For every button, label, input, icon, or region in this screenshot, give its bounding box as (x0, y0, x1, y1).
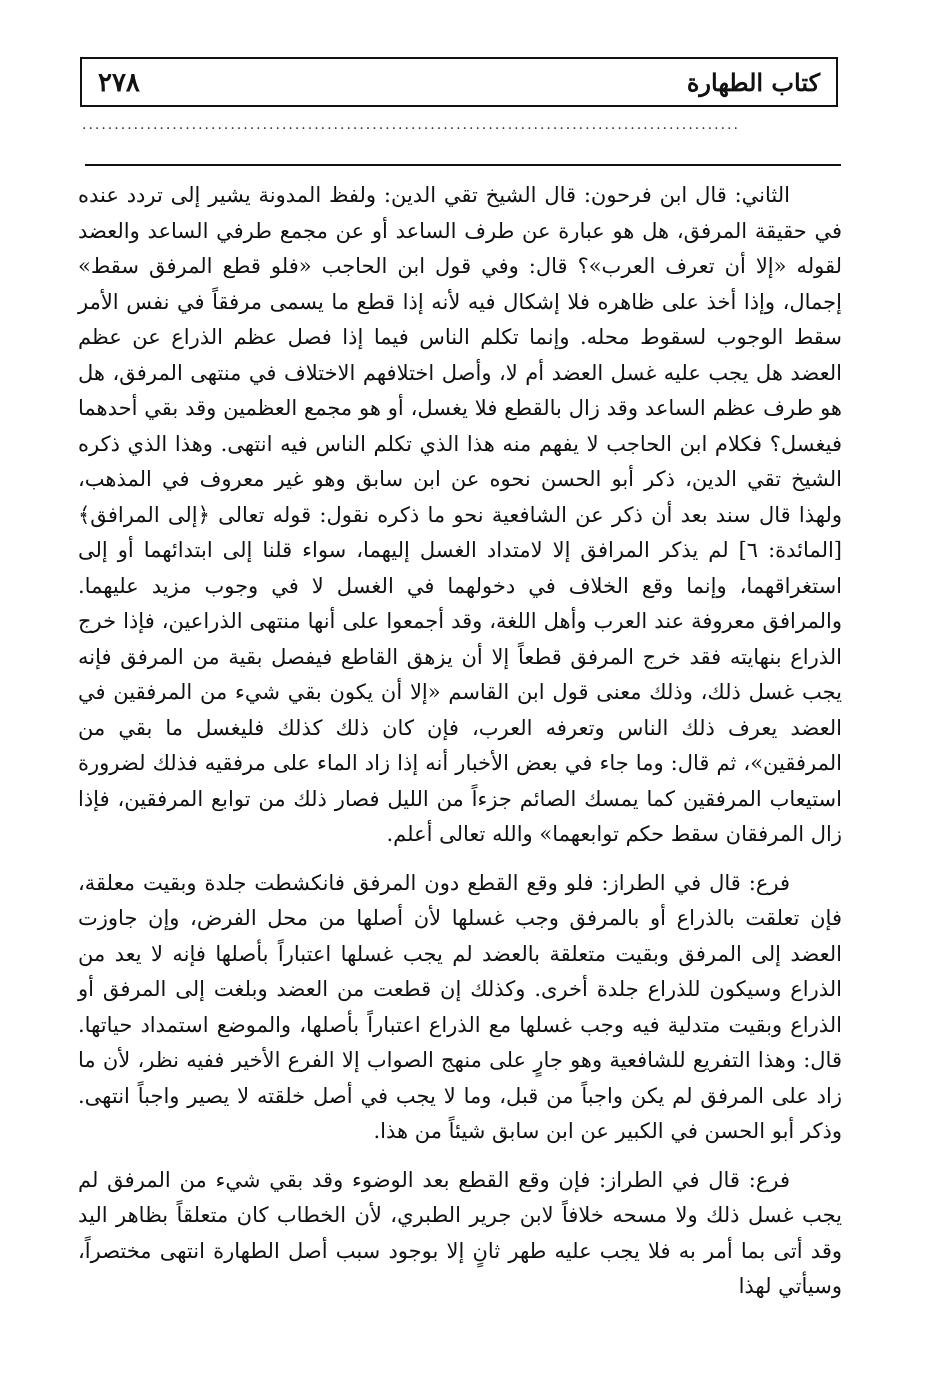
page-header (80, 57, 838, 107)
page-body (78, 178, 842, 1305)
page-number: ٢٧٨ (98, 68, 140, 98)
paragraph-2: فرع: قال في الطراز: فلو وقع القطع دون المرفق فانكشطت جلدة وبقيت معلقة، فإن تعلقت بالذراع أو بالمرفق وجب غسلها لأن أصلها من محل الفرض، وإن جاوزت العضد إلى المرفق وبقيت متعلقة بالعضد لم يجب غسلها اعتباراً بأصلها فإنه لا يعد من الذراع وسيكون للذراع جلدة أخرى. وكذلك إن قطعت من العضد وبلغت إلى المرفق أو الذراع وبقيت متدلية فيه وجب غسلها مع الذراع اعتباراً بأصلها، والموضع استمداد حياتها. قال: وهذا التفريع للشافعية وهو جارٍ على منهج الصواب إلا الفرع الأخير ففيه نظر، لأن ما زاد على المرفق لم يكن واجباً من قبل، وما لا يجب في أصل خلقته لا يصير واجباً انتهى. وذكر أبو الحسن في الكبير عن ابن سابق شيئاً من هذا. (78, 870, 842, 1143)
header-rule (85, 164, 841, 166)
paragraph-1: الثاني: قال ابن فرحون: قال الشيخ تقي الدين: ولفظ المدونة يشير إلى تردد عنده في حقيقة المرفق، هل هو عبارة عن طرف الساعد أو عن مجمع طرفي الساعد والعضد لقوله «إلا أن تعرف العرب»؟ قال: وفي قول ابن الحاجب «فلو قطع المرفق سقط» إجمال، وإذا أخذ على ظاهره فلا إشكال فيه لأنه إذا قطع ما يسمى مرفقاً في نفس الأمر سقط الوجوب لسقوط محله. وإنما تكلم الناس فيما إذا فصل عظم الذراع عن عظم العضد هل يجب عليه غسل العضد أم لا، وأصل اختلافهم الاختلاف في منتهى المرفق، هل هو طرف عظم الساعد وقد زال بالقطع فلا يغسل، أو هو مجمع العظمين وقد بقي أحدهما فيغسل؟ فكلام ابن الحاجب لا يفهم منه هذا الذي تكلم الناس فيه انتهى. وهذا الذي ذكره الشيخ تقي الدين، ذكر أبو الحسن نحوه عن ابن سابق وهو غير معروف في المذهب، ولهذا قال سند بعد أن ذكر عن الشافعية نحو ما ذكره نقول: قوله تعالى ﴿إلى المرافق﴾ [المائدة: ٦] لم يذكر المرافق إلا لامتداد الغسل إليهما، سواء قلنا إلى ابتدائهما أو إلى استغراقهما، وإنما وقع الخلاف في دخولهما في الغسل لا في وجوب مزيد عليهما. والمرافق معروفة عند العرب وأهل اللغة، وقد أجمعوا على أنها منتهى الذراعين، فإذا خرج الذراع بنهايته فقد خرج المرفق قطعاً إلا أن يزهق القاطع فيفصل بقية من المرفق فإنه يجب غسل ذلك، وذلك معنى قول ابن القاسم «إلا أن يكون بقي شيء من المرفقين في العضد يعرف ذلك الناس وتعرفه العرب، فإن كان ذلك كذلك فليغسل ما بقي من المرفقين»، ثم قال: وما جاء في بعض الأخبار أنه إذا زاد الماء على مرفقيه فذلك لضرورة استيعاب المرفقين كما يمسك الصائم جزءاً من الليل فصار ذلك من توابع المرفقين، فإذا زال المرفقان سقط حكم توابعهما» والله تعالى أعلم. (78, 183, 842, 846)
paragraph-3: فرع: قال في الطراز: فإن وقع القطع بعد الوضوء وقد بقي شيء من المرفق لم يجب غسل ذلك ولا مسحه خلافاً لابن جرير الطبري، لأن الخطاب كان متعلقاً بظاهر اليد وقد أتى بما أمر به فلا يجب عليه طهر ثانٍ إلا بوجود سبب أصل الطهارة انتهى مختصراً، وسيأتي لهذا (78, 1167, 842, 1298)
book-title: كتاب الطهارة (686, 68, 820, 97)
dotted-separator: ...................................................................................................... (82, 117, 740, 129)
